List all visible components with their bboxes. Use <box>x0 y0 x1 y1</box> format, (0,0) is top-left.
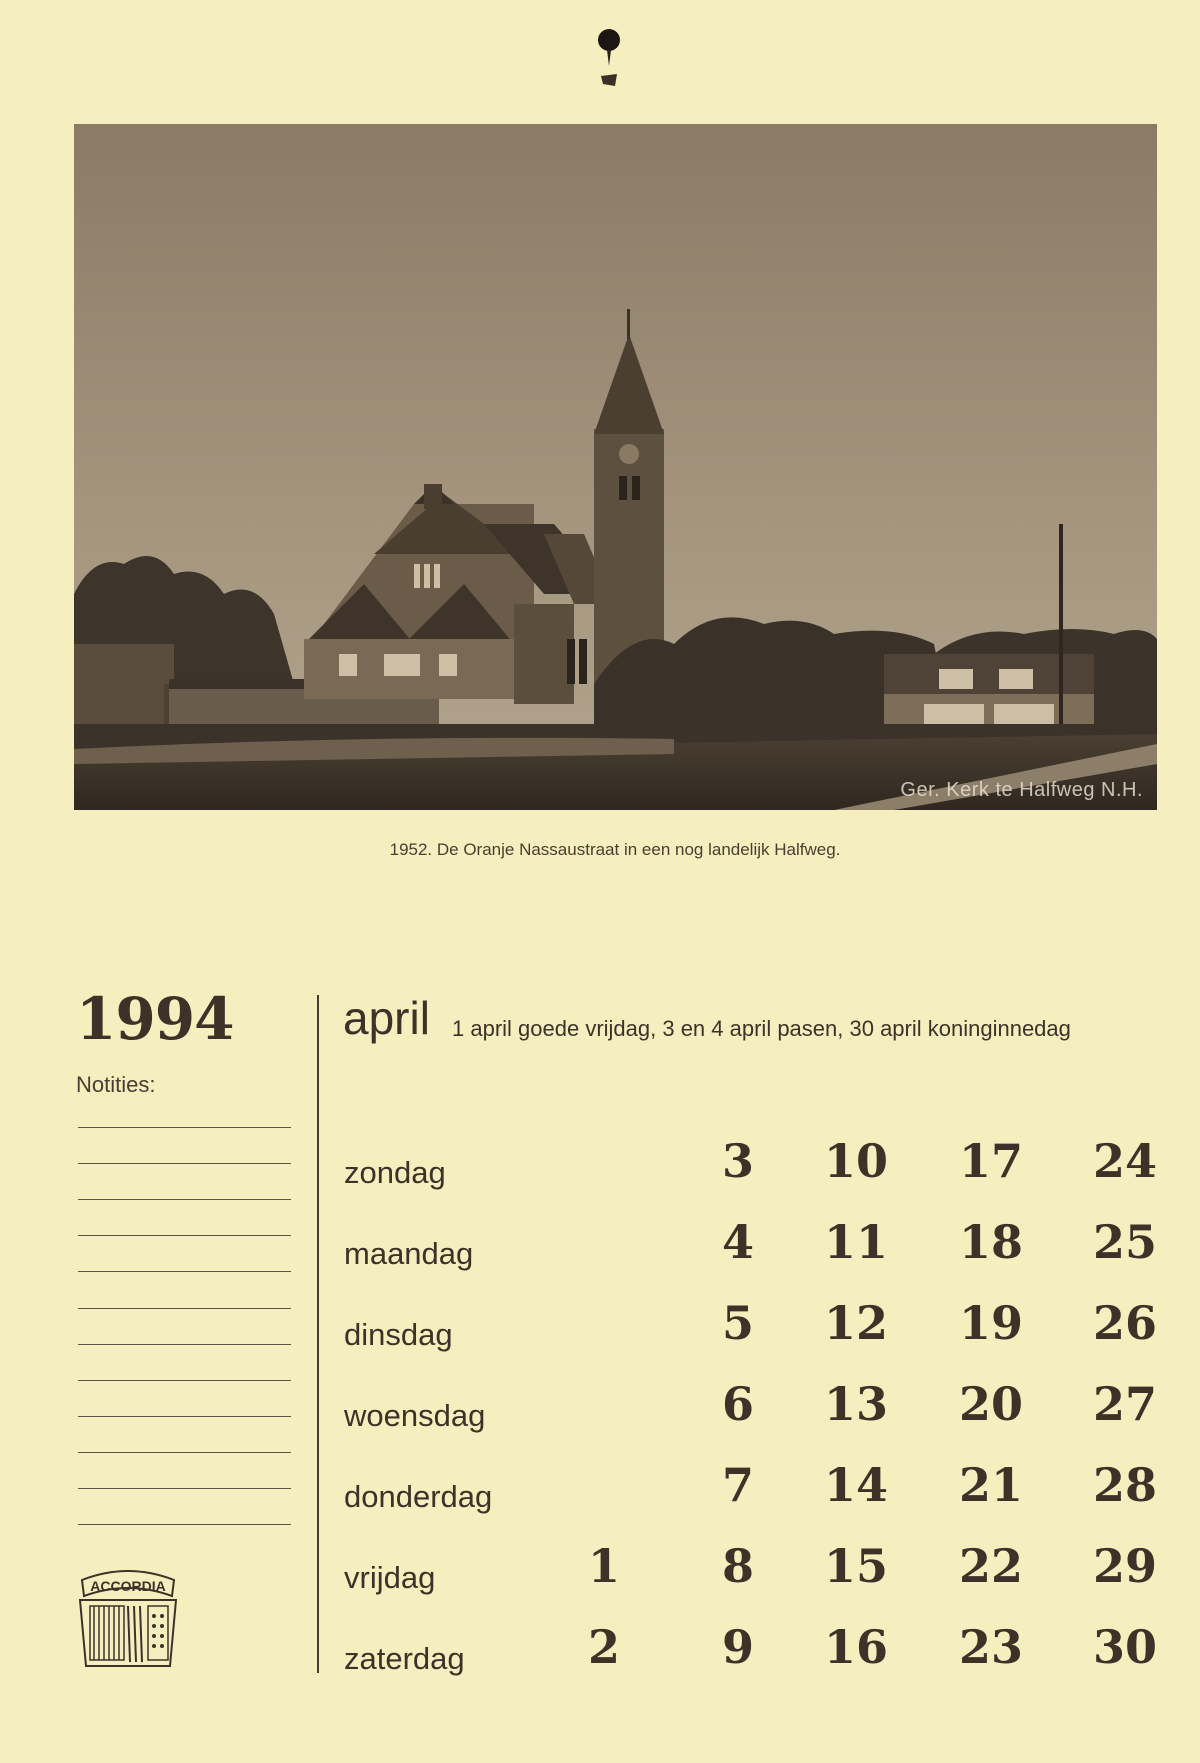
date-cell: 22 <box>958 1539 1023 1593</box>
logo-text: ACCORDIA <box>90 1578 166 1594</box>
column-divider <box>317 995 319 1673</box>
date-cell: 20 <box>958 1377 1023 1431</box>
date-cell: 10 <box>823 1134 888 1188</box>
date-cell: 2 <box>587 1620 620 1674</box>
note-line <box>78 1524 291 1525</box>
date-cell: 30 <box>1092 1620 1157 1674</box>
note-line <box>78 1416 291 1417</box>
date-cell: 28 <box>1092 1458 1157 1512</box>
day-name: woensdag <box>344 1398 486 1433</box>
date-cell: 19 <box>958 1296 1023 1350</box>
notes-label: Notities: <box>76 1072 156 1097</box>
note-line <box>78 1380 291 1381</box>
day-name: vrijdag <box>344 1560 436 1595</box>
date-cell: 8 <box>721 1539 754 1593</box>
date-cell: 6 <box>721 1377 754 1431</box>
date-cell: 16 <box>823 1620 888 1674</box>
accordion-logo-icon <box>72 1566 184 1676</box>
date-cell: 17 <box>958 1134 1023 1188</box>
date-cell: 12 <box>823 1296 888 1350</box>
holiday-list: 1 april goede vrijdag, 3 en 4 april pasen, 30 april koninginnedag <box>452 1016 1071 1041</box>
date-cell: 7 <box>721 1458 754 1512</box>
day-name: zondag <box>344 1155 446 1190</box>
date-cell: 13 <box>823 1377 888 1431</box>
note-line <box>78 1488 291 1489</box>
date-cell: 5 <box>721 1296 754 1350</box>
date-cell: 29 <box>1092 1539 1157 1593</box>
date-cell: 25 <box>1092 1215 1157 1269</box>
note-line <box>78 1163 291 1164</box>
day-name: zaterdag <box>344 1641 465 1676</box>
note-line <box>78 1344 291 1345</box>
date-cell: 27 <box>1092 1377 1157 1431</box>
day-name: dinsdag <box>344 1317 453 1352</box>
date-cell: 23 <box>958 1620 1023 1674</box>
date-cell: 1 <box>587 1539 620 1593</box>
date-cell: 3 <box>721 1134 754 1188</box>
note-line <box>78 1308 291 1309</box>
photo-overlay-text: Ger. Kerk te Halfweg N.H. <box>900 779 1143 801</box>
day-name: donderdag <box>344 1479 493 1514</box>
hanging-hole <box>597 26 621 88</box>
month-name: april <box>343 992 430 1044</box>
date-cell: 9 <box>721 1620 754 1674</box>
date-cell: 4 <box>721 1215 754 1269</box>
date-cell: 21 <box>958 1458 1023 1512</box>
day-name: maandag <box>344 1236 474 1271</box>
note-line <box>78 1452 291 1453</box>
date-cell: 14 <box>823 1458 888 1512</box>
date-cell: 15 <box>823 1539 888 1593</box>
church-photo <box>74 124 1157 810</box>
photo-caption: 1952. De Oranje Nassaustraat in een nog landelijk Halfweg. <box>389 840 841 859</box>
note-line <box>78 1271 291 1272</box>
date-cell: 26 <box>1092 1296 1157 1350</box>
note-line <box>78 1235 291 1236</box>
date-cell: 11 <box>823 1215 888 1269</box>
note-line <box>78 1199 291 1200</box>
calendar-year: 1994 <box>76 985 234 1053</box>
date-cell: 24 <box>1092 1134 1157 1188</box>
note-line <box>78 1127 291 1128</box>
date-cell: 18 <box>958 1215 1023 1269</box>
